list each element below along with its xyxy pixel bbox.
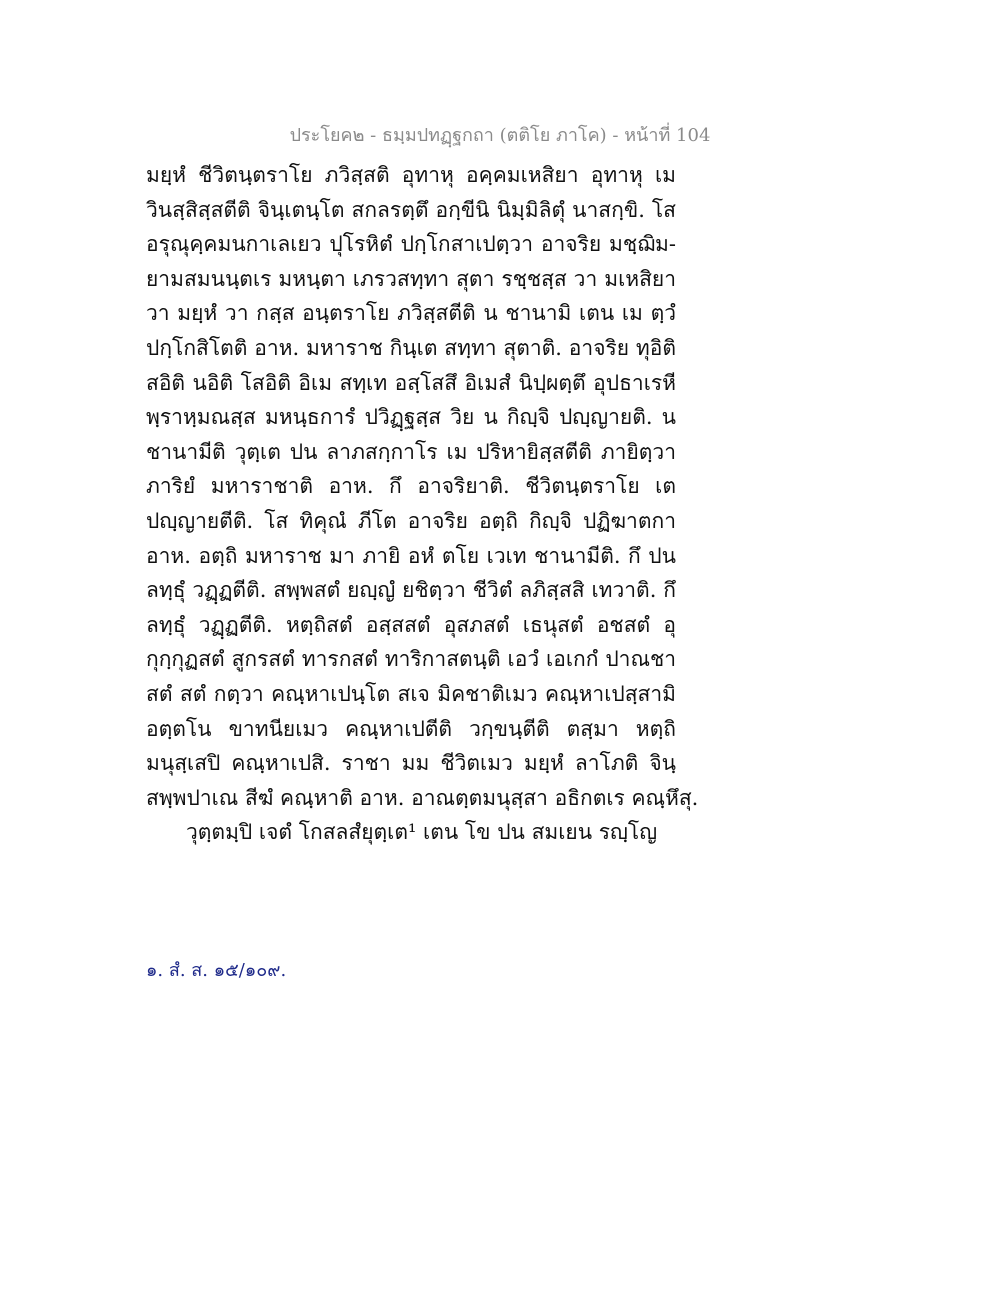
text-line: สอิติ นอิติ โสอิติ อิเม สทฺเท อสฺโสสึ อิเมสํ นิปฺผตฺตึ อุปธาเรหี	[146, 370, 676, 395]
text-line: อรุณุคฺคมนกาเลเยว ปุโรหิตํ ปกฺโกสาเปตฺวา อาจริย มชฺฌิม-	[146, 232, 676, 257]
text-line: ลทฺธุํ วฏฺฏตีติ. สพฺพสตํ ยญฺญํ ยชิตฺวา ชีวิตํ ลภิสฺสสิ เทวาติ. กึ	[146, 578, 676, 603]
text-line: อตฺตโน ขาทนียเมว คณฺหาเปตีติ วกฺขนฺตีติ ตสฺมา หตฺถิ	[146, 716, 676, 741]
text-line: สพฺพปาเณ สีฆํ คณฺหาติ อาห. อาณตฺตมนุสฺสา อธิกตเร คณฺหึสุ.	[146, 785, 699, 810]
text-line: มนุสฺเสปิ คณฺหาเปสิ. ราชา มม ชีวิตเมว มยฺหํ ลาโภติ จินฺ	[146, 751, 676, 776]
footnote: ๑. สํ. ส. ๑๕/๑๐๙.	[146, 960, 287, 981]
text-line: พฺราหฺมณสฺส มหนฺธการํ ปวิฏฺฐสฺส วิย น กิญฺจิ ปญฺญายติ. น	[146, 405, 676, 430]
page-header: ประโยค๒ - ธมฺมปทฏฺฐกถา (ตติโย ภาโค) - หน้าที่ 104	[289, 125, 711, 146]
text-line: วินสฺสิสฺสตีติ จินฺเตนฺโต สกลรตฺตึ อกฺขีนิ นิมฺมิลิตุํ นาสกฺขิ. โส	[146, 197, 676, 222]
text-line: วุตฺตมฺปิ เจตํ โกสลสํยุตฺเต¹ เตน โข ปน สมเยน รญฺโญ	[186, 820, 658, 845]
text-line: ลทฺธุํ วฏฺฏตีติ. หตฺถิสตํ อสฺสสตํ อุสภสตํ เธนุสตํ อชสตํ อุ	[146, 612, 676, 637]
text-line: ยามสมนนฺตเร มหนฺตา เภรวสทฺทา สุตา รชฺชสฺส วา มเหสิยา	[146, 266, 676, 291]
body-text	[146, 158, 699, 850]
text-line: กุกฺกุฏสตํ สูกรสตํ ทารกสตํ ทาริกาสตนฺติ เอวํ เอเกกํ ปาณชา	[146, 647, 676, 672]
text-line: ปญฺญายตีติ. โส ทิคุณํ ภีโต อาจริย อตฺถิ กิญฺจิ ปฏิฆาตกา	[146, 508, 676, 533]
text-line: อาห. อตฺถิ มหาราช มา ภายิ อหํ ตโย เวเท ชานามีติ. กึ ปน	[146, 543, 676, 568]
text-line: สตํ สตํ กตฺวา คณฺหาเปนฺโต สเจ มิคชาติเมว คณฺหาเปสฺสามิ	[146, 681, 676, 706]
text-line: วา มยฺหํ วา กสฺส อนฺตราโย ภวิสฺสตีติ น ชานามิ เตน เม ตฺวํ	[146, 301, 676, 326]
text-line: ชานามีติ วุตฺเต ปน ลาภสกฺกาโร เม ปริหายิสฺสตีติ ภายิตฺวา	[146, 439, 676, 464]
text-line: ปกฺโกสิโตติ อาห. มหาราช กินฺเต สทฺทา สุตาติ. อาจริย ทุอิติ	[146, 335, 676, 360]
text-line: ภาริยํ มหาราชาติ อาห. กึ อาจริยาติ. ชีวิตนฺตราโย เต	[146, 474, 676, 499]
text-line: มยฺหํ ชีวิตนฺตราโย ภวิสฺสติ อุทาหุ อคฺคมเหสิยา อุทาหุ เม	[146, 163, 676, 187]
